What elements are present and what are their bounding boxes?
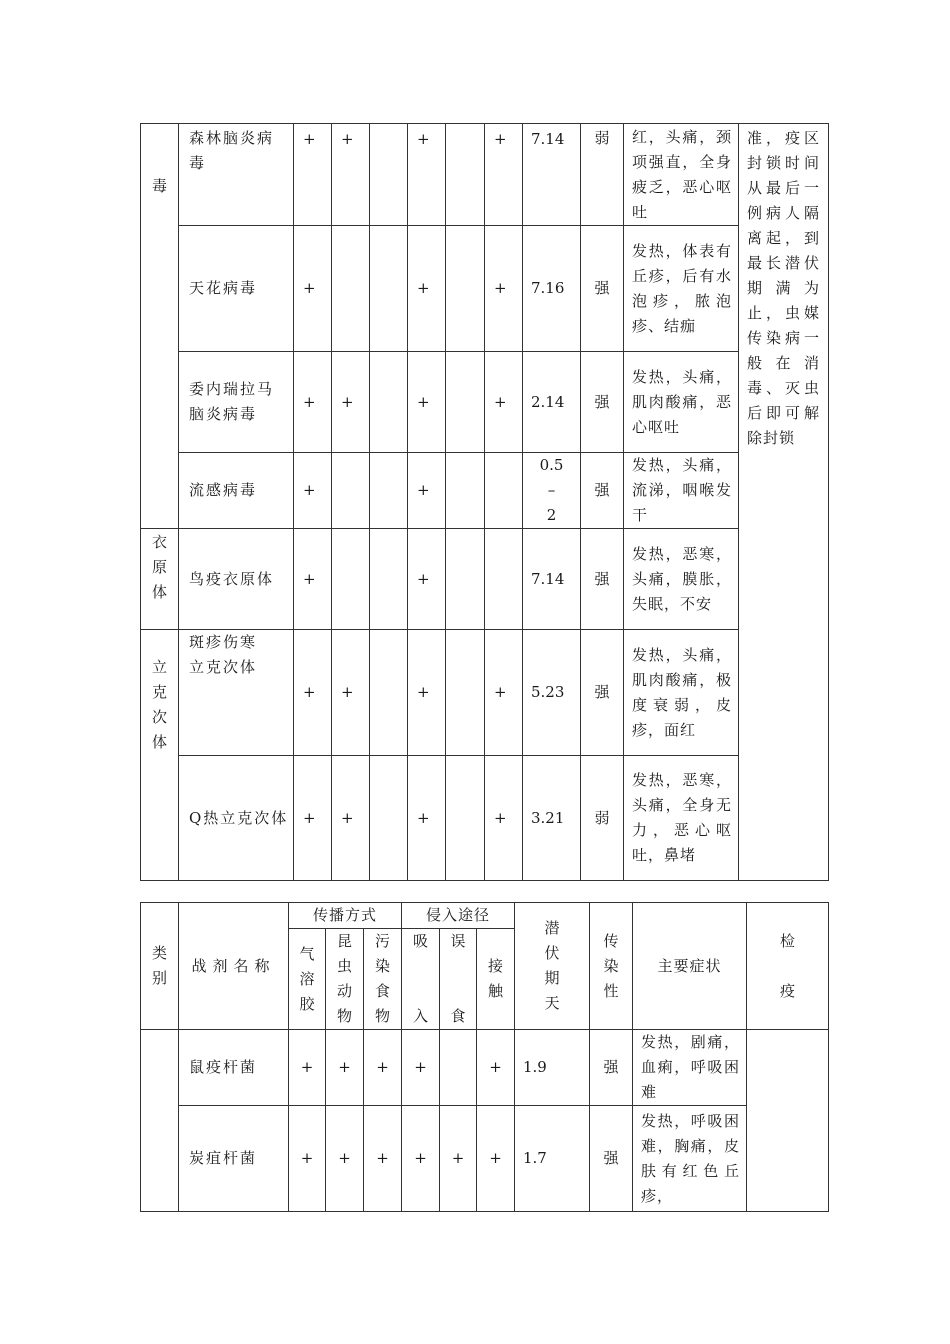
- table-row: [141, 756, 829, 881]
- aerosol-cell: +: [294, 124, 332, 226]
- food-cell: [370, 226, 408, 352]
- ingest-cell: [446, 124, 485, 226]
- contact-cell: +: [477, 1106, 515, 1212]
- aerosol-cell: +: [294, 352, 332, 453]
- agent-name-cell: Q热立克次体: [179, 756, 294, 881]
- header-aerosol: 气溶胶: [289, 929, 326, 1030]
- ingest-cell: +: [440, 1106, 477, 1212]
- contact-cell: +: [485, 352, 523, 453]
- contagion-cell: 强: [590, 1106, 633, 1212]
- header-symptoms: 主要症状: [633, 903, 747, 1030]
- header-inhale: 吸 入: [402, 929, 440, 1030]
- aerosol-cell: +: [294, 630, 332, 756]
- ingest-cell: [440, 1030, 477, 1106]
- contact-cell: +: [477, 1030, 515, 1106]
- insect-cell: +: [332, 630, 370, 756]
- insect-cell: +: [326, 1030, 364, 1106]
- category-cell: 毒: [141, 124, 179, 529]
- symptoms-cell: 红，头痛，颈项强直，全身疲乏，恶心呕吐: [624, 124, 739, 226]
- insect-cell: +: [332, 756, 370, 881]
- symptoms-cell: 发热，头痛，肌肉酸痛，极度衰弱，皮疹，面红: [624, 630, 739, 756]
- insect-cell: +: [332, 352, 370, 453]
- contagion-cell: 强: [581, 352, 624, 453]
- contact-cell: [485, 453, 523, 529]
- header-row: [141, 903, 829, 929]
- agent-name-cell: 鼠疫杆菌: [179, 1030, 289, 1106]
- table-row: [141, 1106, 829, 1212]
- incubation-cell: 7.14: [523, 124, 581, 226]
- header-food: 污染食物: [364, 929, 402, 1030]
- header-transmission: 传播方式: [289, 903, 402, 929]
- symptoms-cell: 发热，体表有丘疹，后有水泡疹，脓泡疹、结痂: [624, 226, 739, 352]
- table-row: [141, 1030, 829, 1106]
- agent-name-cell: 鸟疫衣原体: [179, 529, 294, 630]
- inhale-cell: +: [408, 124, 446, 226]
- food-cell: [370, 630, 408, 756]
- inhale-cell: +: [408, 756, 446, 881]
- agent-table-continued: [140, 123, 829, 881]
- table-row: [141, 352, 829, 453]
- contact-cell: +: [485, 226, 523, 352]
- ingest-cell: [446, 529, 485, 630]
- ingest-cell: [446, 630, 485, 756]
- symptoms-cell: 发热，恶寒，头痛，全身无力，恶心呕吐，鼻堵: [624, 756, 739, 881]
- table-row: [141, 124, 829, 226]
- contact-cell: +: [485, 630, 523, 756]
- incubation-cell: 0.5 – 2: [523, 453, 581, 529]
- ingest-cell: [446, 226, 485, 352]
- table-row: [141, 453, 829, 529]
- aerosol-cell: +: [294, 756, 332, 881]
- inhale-cell: +: [402, 1030, 440, 1106]
- header-quarantine: 检 疫: [747, 903, 829, 1030]
- incubation-cell: 1.9: [515, 1030, 590, 1106]
- header-category: 类别: [141, 903, 179, 1030]
- aerosol-cell: +: [289, 1106, 326, 1212]
- quarantine-cell: 准，疫区封锁时间从最后一例病人隔离起，到最长潜伏期满为止，虫媒传染病一般在消毒、灭虫后即可解除封锁: [739, 124, 829, 881]
- symptoms-cell: 发热，头痛，肌肉酸痛，恶心呕吐: [624, 352, 739, 453]
- aerosol-cell: +: [294, 529, 332, 630]
- header-incubation: 潜伏期天: [515, 903, 590, 1030]
- table-row: [141, 630, 829, 756]
- contagion-cell: 强: [581, 529, 624, 630]
- contagion-cell: 强: [581, 453, 624, 529]
- ingest-cell: [446, 756, 485, 881]
- header-insect: 昆虫动物: [326, 929, 364, 1030]
- incubation-cell: 5.23: [523, 630, 581, 756]
- symptoms-cell: 发热，恶寒，头痛，膜胀，失眠，不安: [624, 529, 739, 630]
- incubation-cell: 3.21: [523, 756, 581, 881]
- food-cell: [370, 529, 408, 630]
- food-cell: +: [364, 1030, 402, 1106]
- aerosol-cell: +: [294, 226, 332, 352]
- food-cell: [370, 756, 408, 881]
- category-cell: [141, 1030, 179, 1212]
- inhale-cell: +: [408, 453, 446, 529]
- insect-cell: +: [326, 1106, 364, 1212]
- contagion-cell: 强: [590, 1030, 633, 1106]
- agent-name-cell: 炭疽杆菌: [179, 1106, 289, 1212]
- incubation-cell: 7.14: [523, 529, 581, 630]
- food-cell: [370, 124, 408, 226]
- header-ingest: 误 食: [440, 929, 477, 1030]
- contact-cell: +: [485, 756, 523, 881]
- inhale-cell: +: [408, 529, 446, 630]
- insect-cell: [332, 453, 370, 529]
- contact-cell: +: [485, 124, 523, 226]
- agent-table: [140, 902, 829, 1212]
- inhale-cell: +: [408, 226, 446, 352]
- agent-name-cell: 委内瑞拉马脑炎病毒: [179, 352, 294, 453]
- header-contact: 接触: [477, 929, 515, 1030]
- quarantine-cell: [747, 1030, 829, 1212]
- contagion-cell: 强: [581, 630, 624, 756]
- food-cell: [370, 352, 408, 453]
- contagion-cell: 强: [581, 226, 624, 352]
- insect-cell: [332, 226, 370, 352]
- symptoms-cell: 发热，呼吸困难，胸痛，皮肤有红色丘疹，: [633, 1106, 747, 1212]
- incubation-cell: 2.14: [523, 352, 581, 453]
- header-agent-name: 战剂名称: [179, 903, 289, 1030]
- symptoms-cell: 发热，剧痛，血痢，呼吸困难: [633, 1030, 747, 1106]
- insect-cell: [332, 529, 370, 630]
- incubation-cell: 1.7: [515, 1106, 590, 1212]
- food-cell: +: [364, 1106, 402, 1212]
- inhale-cell: +: [408, 630, 446, 756]
- inhale-cell: +: [408, 352, 446, 453]
- category-cell: 立克次体: [141, 630, 179, 881]
- category-cell: 衣原体: [141, 529, 179, 630]
- table-row: [141, 226, 829, 352]
- insect-cell: +: [332, 124, 370, 226]
- contagion-cell: 弱: [581, 756, 624, 881]
- table-row: [141, 529, 829, 630]
- incubation-cell: 7.16: [523, 226, 581, 352]
- header-contagion: 传染性: [590, 903, 633, 1030]
- header-entry-route: 侵入途径: [402, 903, 515, 929]
- inhale-cell: +: [402, 1106, 440, 1212]
- food-cell: [370, 453, 408, 529]
- symptoms-cell: 发热，头痛，流涕，咽喉发干: [624, 453, 739, 529]
- agent-name-cell: 森林脑炎病毒: [179, 124, 294, 226]
- ingest-cell: [446, 453, 485, 529]
- agent-name-cell: 天花病毒: [179, 226, 294, 352]
- aerosol-cell: +: [289, 1030, 326, 1106]
- contagion-cell: 弱: [581, 124, 624, 226]
- contact-cell: [485, 529, 523, 630]
- agent-name-cell: 流感病毒: [179, 453, 294, 529]
- aerosol-cell: +: [294, 453, 332, 529]
- agent-name-cell: 斑疹伤寒 立克次体: [179, 630, 294, 756]
- ingest-cell: [446, 352, 485, 453]
